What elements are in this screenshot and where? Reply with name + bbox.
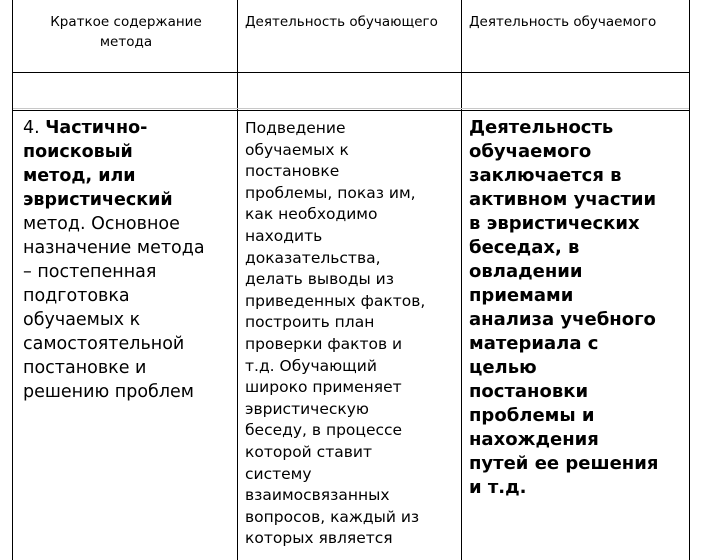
method-number: 4.: [23, 118, 46, 138]
row-divider: [13, 108, 689, 109]
header-method-summary: Краткое содержание метода: [50, 14, 202, 50]
header-student-activity: Деятельность обучаемого: [469, 14, 657, 30]
row-divider: [13, 72, 689, 73]
method-description: метод. Основное назначение метода – постепенная подготовка обучаемых к самостоятельной постановке и решению проблем: [23, 214, 205, 402]
header-teacher-activity: Деятельность обучающего: [245, 14, 438, 30]
student-activity-cell: Деятельность обучаемого заключается в активном участии в эвристических беседах, в овладении приемами анализа учебного материала с целью постановки проблемы и нахождения путей ее решения и т.д.: [469, 117, 659, 498]
column-divider: [237, 0, 238, 560]
row-divider: [13, 110, 689, 111]
teacher-activity-cell: Подведение обучаемых к постановке проблемы, показ им, как необходимо находить доказательства, делать выводы из приведенных фактов, построить план проверки фактов и т.д. Обучающий широко применяет эвристическую беседу, в процессе которой ставит систему взаимосвязанных вопросов, каждый из которых является: [245, 119, 426, 548]
method-name: Частично- поисковый метод, или эвристический: [23, 118, 173, 210]
column-divider: [461, 0, 462, 560]
method-summary-cell: [23, 116, 233, 404]
method-table: [12, 0, 690, 560]
